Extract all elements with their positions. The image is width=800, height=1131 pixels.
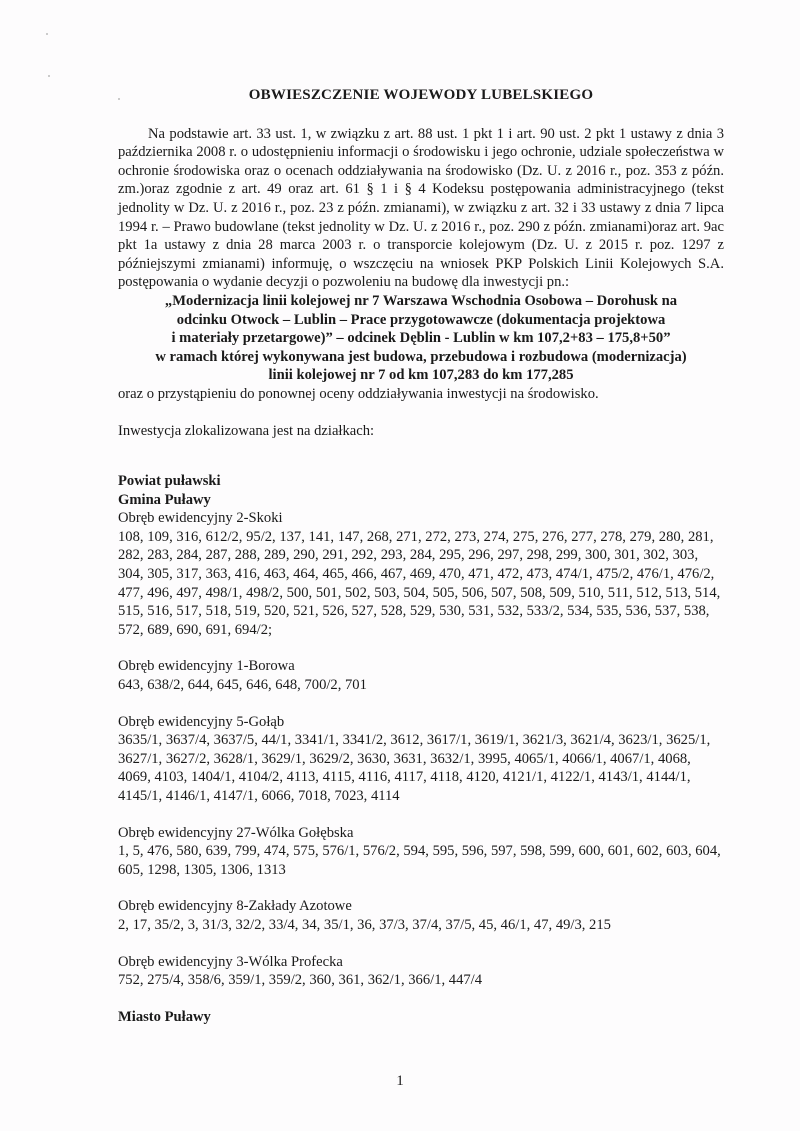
document-title: OBWIESZCZENIE WOJEWODY LUBELSKIEGO xyxy=(248,87,594,103)
obreb-section xyxy=(118,509,724,639)
obreb-plots: 108, 109, 316, 612/2, 95/2, 137, 141, 147, 268, 271, 272, 273, 274, 275, 276, 277, 278, 279, 280, 281, 282, 283, 284, 287, 288, 289, 290, 291, 292, 293, 284, 295, 296, 297, 298, 299, 300, 301, 302, 303, 304, 305, 317, 363, 416, 463, 464, 465, 466, 467, 469, 470, 471, 472, 473, 474/1, 475/2, 476/1, 476/2, 477, 496, 497, 498/1, 498/2, 500, 501, 502, 503, 504, 505, 506, 507, 508, 509, 510, 511, 512, 513, 514, 515, 516, 517, 518, 519, 520, 521, 526, 527, 528, 529, 530, 531, 532, 533/2, 534, 535, 536, 537, 538, 572, 689, 690, 691, 694/2; xyxy=(118,528,721,638)
obreb-name: Obręb ewidencyjny 2-Skoki xyxy=(118,510,283,527)
obreb-name: Obręb ewidencyjny 8-Zakłady Azotowe xyxy=(118,898,352,915)
obreb-plots: 643, 638/2, 644, 645, 646, 648, 700/2, 701 xyxy=(118,677,367,694)
obreb-section xyxy=(118,897,724,934)
investment-name-line: w ramach której wykonywana jest budowa, przebudowa i rozbudowa (modernizacja) xyxy=(155,348,687,365)
obreb-name: Obręb ewidencyjny 5-Gołąb xyxy=(118,713,285,730)
investment-name-line: odcinku Otwock – Lublin – Prace przygotowawcze (dokumentacja projektowa xyxy=(176,311,666,328)
obreb-section xyxy=(118,824,724,880)
obreb-plots: 752, 275/4, 358/6, 359/1, 359/2, 360, 361, 362/1, 366/1, 447/4 xyxy=(118,972,483,989)
closing-sentence: oraz o przystąpieniu do ponownej oceny oddziaływania inwestycji na środowisko. xyxy=(118,385,599,402)
investment-name-line: „Modernizacja linii kolejowej nr 7 Warszawa Wschodnia Osobowa – Dorohusk na xyxy=(164,292,678,309)
scan-speck xyxy=(48,75,50,77)
investment-name-line: i materiały przetargowe)” – odcinek Dęblin - Lublin w km 107,2+83 – 175,8+50” xyxy=(171,330,671,347)
document-page xyxy=(118,86,724,1026)
obreb-section xyxy=(118,657,724,694)
obreb-name: Obręb ewidencyjny 1-Borowa xyxy=(118,658,295,675)
obreb-section xyxy=(118,953,724,990)
powiat-heading: Powiat puławski xyxy=(118,473,221,490)
scan-speck xyxy=(46,33,48,35)
gmina-heading: Gmina Puławy xyxy=(118,491,211,508)
obreb-name: Obręb ewidencyjny 3-Wólka Profecka xyxy=(118,953,343,970)
miasto-heading: Miasto Puławy xyxy=(118,1008,211,1025)
obreb-plots: 1, 5, 476, 580, 639, 799, 474, 575, 576/1, 576/2, 594, 595, 596, 597, 598, 599, 600, 601, 602, 603, 604, 605, 1298, 1305, 1306, 1313 xyxy=(118,843,721,878)
investment-name xyxy=(118,292,724,385)
location-intro: Inwestycja zlokalizowana jest na działkach: xyxy=(118,422,375,439)
obreb-name: Obręb ewidencyjny 27-Wólka Gołębska xyxy=(118,824,354,841)
page-number: 1 xyxy=(396,1073,404,1089)
intro-paragraph: Na podstawie art. 33 ust. 1, w związku z art. 88 ust. 1 pkt 1 i art. 90 ust. 2 pkt 1 ustawy z dnia 3 października 2008 r. o udostępnieniu informacji o środowisku i jego ochronie, udziale społeczeństwa w ochronie środowiska oraz o ocenach oddziaływania na środowisko (Dz. U. z 2016 r., poz. 353 z późn. zm.)oraz zgodnie z art. 49 oraz art. 61 § 1 i § 4 Kodeksu postępowania administracyjnego (tekst jednolity w Dz. U. z 2016 r., poz. 23 z późn. zmianami), w związku z art. 32 i 33 ustawy z dnia 7 lipca 1994 r. – Prawo budowlane (tekst jednolity w Dz. U. z 2016 r., poz. 290 z późn. zmianami)oraz art. 9ac pkt 1a ustawy z dnia 28 marca 2003 r. o transporcie kolejowym (Dz. U. z 2015 r. poz. 1297 z późniejszymi zmianami) informuję, o wszczęciu na wniosek PKP Polskich Linii Kolejowych S.A. postępowania o wydanie decyzji o pozwoleniu na budowę dla inwestycji pn.: xyxy=(118,125,724,291)
obreb-plots: 3635/1, 3637/4, 3637/5, 44/1, 3341/1, 3341/2, 3612, 3617/1, 3619/1, 3621/3, 3621/4, 3623/1, 3625/1, 3627/1, 3627/2, 3628/1, 3629/1, 3629/2, 3630, 3631, 3632/1, 3995, 4065/1, 4066/1, 4067/1, 4068, 4069, 4103, 1404/1, 4104/2, 4113, 4115, 4116, 4117, 4118, 4120, 4121/1, 4122/1, 4143/1, 4144/1, 4145/1, 4146/1, 4147/1, 6066, 7018, 7023, 4114 xyxy=(118,732,711,804)
investment-name-line: linii kolejowej nr 7 od km 107,283 do km 177,285 xyxy=(268,367,574,384)
obreb-section xyxy=(118,713,724,806)
obreb-plots: 2, 17, 35/2, 3, 31/3, 32/2, 33/4, 34, 35/1, 36, 37/3, 37/4, 37/5, 45, 46/1, 47, 49/3, 215 xyxy=(118,916,611,933)
